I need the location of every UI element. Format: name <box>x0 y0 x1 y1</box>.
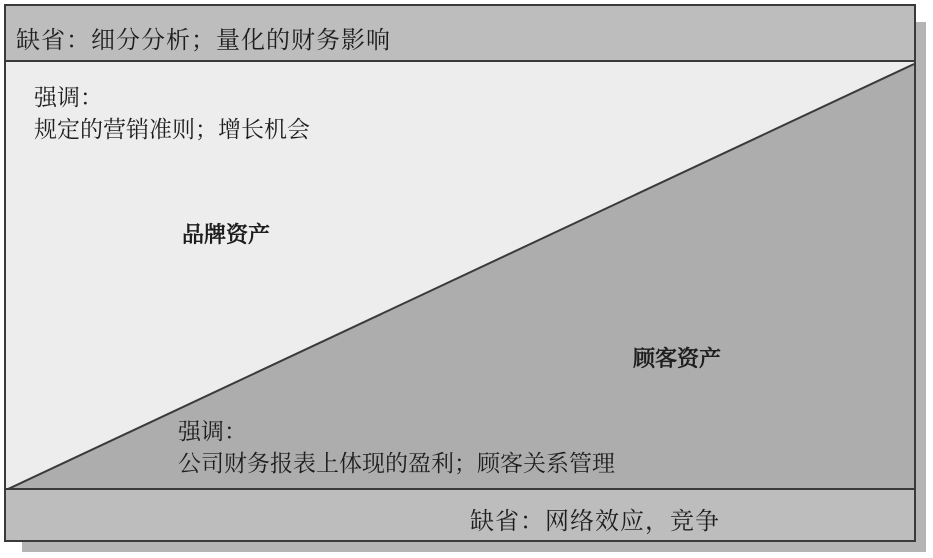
customer-asset-emphasis-heading: 强调： <box>178 419 247 445</box>
bottom-band <box>6 488 914 540</box>
customer-asset-emphasis <box>178 416 615 480</box>
diagram-frame <box>4 4 916 542</box>
brand-asset-emphasis-heading: 强调： <box>34 85 103 111</box>
top-band <box>6 6 914 62</box>
diagonal-split-area <box>6 62 914 490</box>
brand-asset-title: 品牌资产 <box>182 223 271 248</box>
customer-asset-weakness-label: 缺省：网络效应，竞争 <box>470 507 720 535</box>
brand-asset-weakness-label: 缺省：细分分析；量化的财务影响 <box>16 26 391 54</box>
customer-asset-emphasis-text: 公司财务报表上体现的盈利；顾客关系管理 <box>178 451 615 477</box>
brand-asset-emphasis <box>34 82 310 146</box>
customer-asset-title: 顾客资产 <box>633 347 722 372</box>
brand-asset-emphasis-text: 规定的营销准则；增长机会 <box>34 117 310 143</box>
